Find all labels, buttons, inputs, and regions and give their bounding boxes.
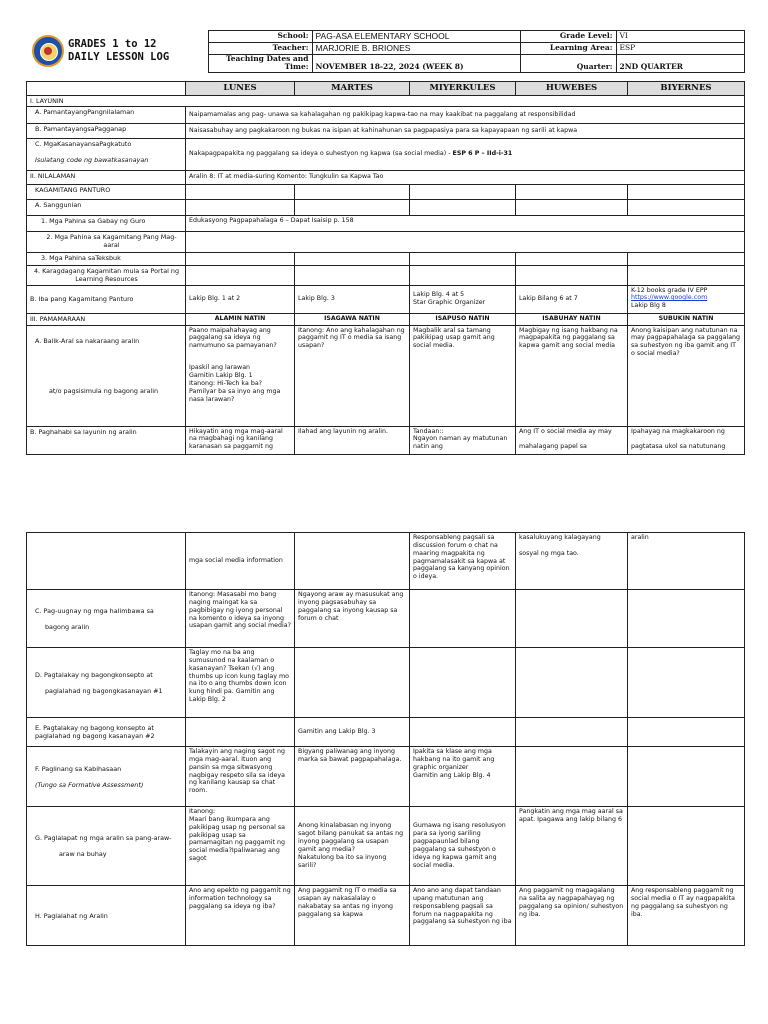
balik-aral-thu: Magbigay ng isang hakbang na magpapakita ng paggalang sa kapwa gamit ang social media (516, 325, 628, 426)
sub-head-isapuso: ISAPUSO NATIN (410, 313, 516, 325)
iba-pang-lakip8: Lakip Blg 8 (631, 302, 666, 310)
balik-aral-wed: Magbalik aral sa tamang pakikipag usap gamit ang social media. (410, 325, 516, 426)
deped-seal-icon (32, 35, 64, 67)
pagtalakay2-tue: Gamitin ang Lakip Blg. 3 (295, 718, 410, 747)
day-tuesday: MARTES (295, 82, 410, 96)
paghahabi-wed: Tandaan:: Ngayon naman ay matutunan natin ang (410, 426, 516, 454)
paglalapat-mon: Itanong: Maari bang ikumpara ang pakikipag usap ng personal sa pakikipag usap sa pamamagitan ng paggamit ng social media?Ipaliwanag ang sagot (186, 807, 295, 886)
nilalaman-text: Aralin 8: IT at media-suring Komento: Tungkulin sa Kapwa Tao (186, 170, 745, 184)
balik-aral-tue: Itanong: Ano ang kahalagahan ng paggamit ng IT o media sa isang usapan? (295, 325, 410, 426)
sub-head-alamin: ALAMIN NATIN (186, 313, 295, 325)
paglalahat-label: H. Paglalahat ng Aralin (27, 886, 186, 946)
section-layunin: I. LAYUNIN (27, 95, 745, 106)
balik-aral-extra: Ipaskil ang larawan Gamitin Lakip Blg. 1 Itanong: Hi-Tech ka ba? Pamilyar ba sa inyo ang mga nasa larawan? (189, 364, 281, 403)
kasanayan-cell (27, 138, 186, 170)
paglalapat-wed: Gumawa ng isang resolusyon para sa iyong sariling pagpapaunlad bilang paggalang sa suhestyon o ideya ng kapwa gamit ang social media. (410, 807, 516, 886)
kagamitan-label: KAGAMITANG PANTURO (27, 184, 186, 199)
kasanayan-sub: Isulatang code ng bawatkasanayan (35, 155, 149, 164)
teacher-value: MARJORIE B. BRIONES (312, 43, 520, 55)
kabihasaan-wed: Ipakita sa klase ang mga hakbang na ito gamit ang graphic organizer Gamitin ang Lakip Blg. 4 (410, 747, 516, 807)
day-monday: LUNES (186, 82, 295, 96)
pag-uugnay-label: C. Pag-uugnay ng mga halimbawa sa (35, 606, 154, 615)
title-block (26, 31, 208, 73)
day-friday: BIYERNES (628, 82, 745, 96)
sub-head-isagawa: ISAGAWA NATIN (295, 313, 410, 325)
dates-value: NOVEMBER 18-22, 2024 (WEEK 8) (312, 55, 520, 73)
gabay-text: Edukasyong Pagpapahalaga 6 – Dapat Isaisip p. 158 (186, 215, 745, 231)
title-line1: GRADES 1 to 12 (68, 38, 157, 51)
paglalapat-label: G. Paglalapat ng mga aralin sa pang-araw- (35, 834, 172, 842)
grade-value: VI (616, 31, 744, 43)
paglalapat-label2: araw na buhay (59, 850, 107, 858)
gabay-label: 1. Mga Pahina sa Gabay ng Guro (27, 215, 186, 231)
teksbuk-label: 3. Mga Pahina saTeksbuk (27, 252, 186, 265)
paghahabi-fri: Ipahayag na magkakaroon ng pagtatasa ukol sa natutunang (628, 426, 745, 454)
balik-aral-label: A. Balik-Aral sa nakaraang aralin (35, 336, 140, 345)
google-link[interactable]: https://www.google.com (631, 294, 708, 302)
dates-label: Teaching Dates and Time: (208, 55, 312, 73)
iba-pang-1: Lakip Blg. 1 at 2 (186, 285, 295, 313)
teacher-label: Teacher: (208, 43, 312, 55)
balik-aral-mon: Paano maipahahayag ang paggalang sa ideya ng namumuno sa pamayanan? (189, 326, 277, 350)
balik-aral-label2: at/o pagsisimula ng bagong aralin (49, 386, 159, 395)
paghahabi-tue: Ilahad ang layunin ng aralin. (295, 426, 410, 454)
paglalahat-thu: Ang paggamit ng magagalang na salita ay nagpapahayag ng paggalang sa opinion/ suhestyon ng iba. (516, 886, 628, 946)
kabihasaan-sub: (Tungo sa Formative Assessment) (35, 780, 144, 789)
school-value: PAG-ASA ELEMENTARY SCHOOL (312, 31, 520, 43)
pag-uugnay-mon: Itanong: Masasabi mo bang naging maingat ka sa pagbibigay ng iyong personal na komento o ideya sa inyong usapan gamit ang social media? (186, 590, 295, 648)
pamantayang-pagganap-text: Naisasabuhay ang pagkakaroon ng bukas na isipan at kahinahunan sa pagpapasiya para sa kapayapaan ng sarili at kapwa (186, 123, 745, 138)
kabihasaan-label: F. Paglinang sa Kabihasaan (35, 764, 122, 773)
pamantayang-nilalaman-text: Naipamamalas ang pag- unawa sa kahalagahan ng pakikipag kapwa-tao na may kaakibat na paggalang at responsibilidad (186, 106, 745, 123)
corner-cell (27, 82, 186, 96)
paglalapat-cell (27, 807, 186, 886)
paglalapat-thu: Pangkatin ang mga mag aaral sa apat. Ipagawa ang lakip bilang 6 (516, 807, 628, 886)
paglalahat-fri: Ang responsableng paggamit ng social media o IT ay nagpapakita ng paggalang sa suhestyon ng iba. (628, 886, 745, 946)
pagtalakay1-label: D. Pagtalakay ng bagongkonsepto at (35, 670, 153, 679)
sub-head-isabuhay: ISABUHAY NATIN (516, 313, 628, 325)
iba-pang-3: Lakip Blg. 4 at 5 Star Graphic Organizer (410, 285, 516, 313)
paglalahat-mon: Ano ang epekto ng paggamit ng information technology sa paggalang sa ideya ng iba? (186, 886, 295, 946)
sub-head-subukin: SUBUKIN NATIN (628, 313, 745, 325)
header-table (26, 30, 745, 73)
pamamaraan-label: III. PAMAMARAAN (27, 313, 186, 325)
area-label: Learning Area: (520, 43, 616, 55)
cont-wed: Responsableng pagsali sa discussion forum o chat na maaring magpakita ng pagmamalasakit sa kapwa at paggalang sa kanyang opinion o ideya. (410, 533, 516, 590)
kasanayan-text-cell (186, 138, 745, 170)
pamantayang-pagganap-label: B. PamantayangsaPagganap (27, 123, 186, 138)
cont-thu: kasalukuyang kalagayang sosyal ng mga tao. (516, 533, 628, 590)
paghahabi-thu: Ang IT o social media ay may mahalagang papel sa (516, 426, 628, 454)
paglalahat-wed: Ano ano ang dapat tandaan upang matutunan ang responsableng pagsali sa forum na nagpapakita ng paggalang sa suhestyon ng iba (410, 886, 516, 946)
kabihasaan-mon: Talakayin ang naging sagot ng mga mag-aaral. Ituon ang pansin sa mga sitwasyong nagbigay respeto sila sa ideya ng kanilang kausap sa chat room. (186, 747, 295, 807)
kasanayan-label: C. MgaKasanayansaPagkatuto (35, 139, 132, 148)
area-value: ESP (616, 43, 744, 55)
paghahabi-mon: Hikayatin ang mga mag-aaral na magbahagi ng kanilang karanasan sa paggamit ng (186, 426, 295, 454)
quarter-value: 2ND QUARTER (616, 55, 744, 73)
iba-pang-4: Lakip Bilang 6 at 7 (516, 285, 628, 313)
pagtalakay1-cell (27, 648, 186, 718)
grade-label: Grade Level: (520, 31, 616, 43)
kagamitang-mag-aaral-label: 2. Mga Pahina sa Kagamitang Pang Mag-aaral (27, 231, 186, 252)
balik-aral-fri: Anong kaisipan ang natutunan na may pagpapahalaga sa paggalang sa suhestyon ng iba gamit ang IT o social media? (628, 325, 745, 426)
pag-uugnay-tue: Ngayong araw ay masusukat ang inyong pagsasabuhay sa paggalang sa inyong kausap sa forum o chat (295, 590, 410, 648)
lesson-log-table (26, 81, 745, 455)
kabihasaan-tue: Bigyang paliwanag ang inyong marka sa bawat pagpapahalaga. (295, 747, 410, 807)
sanggunian-label: A. Sanggunian (27, 199, 186, 215)
balik-aral-mon-cell (186, 325, 295, 426)
quarter-label: Quarter: (520, 55, 616, 73)
cont-tue (295, 533, 410, 590)
iba-pang-5: K-12 books grade IV EPP (631, 286, 708, 294)
paghahabi-label: B. Paghahabi sa layunin ng aralin (27, 426, 186, 454)
iba-pang-label: B. Iba pang Kagamitang Panturo (27, 285, 186, 313)
day-thursday: HUWEBES (516, 82, 628, 96)
school-label: School: (208, 31, 312, 43)
pagtalakay1-label2: paglalahad ng bagongkasanayan #1 (45, 686, 163, 695)
paglalapat-tue: Anong kinalabasan ng inyong sagot bilang panukat sa antas ng inyong paggalang sa usapan gamit ang media? Nakatulong ba ito sa inyong sarili? (295, 807, 410, 886)
balik-aral-cell (27, 325, 186, 426)
lesson-log-table-continued (26, 532, 745, 946)
kabihasaan-cell (27, 747, 186, 807)
pag-uugnay-cell (27, 590, 186, 648)
cont-mon: mga social media information (186, 533, 295, 590)
kasanayan-code: ESP 6 P – IId-i-31 (452, 150, 513, 158)
day-wednesday: MIYERKULES (410, 82, 516, 96)
pagtalakay1-mon: Taglay mo na ba ang sumusunod na kaalaman o kasanayan? Tsekan (√) ang thumbs up icon kung taglay mo na ito o ang thumbs down icon kung hindi pa. Gamitin ang Lakip Blg. 2 (186, 648, 295, 718)
nilalaman-label: II. NILALAMAN (27, 170, 186, 184)
iba-pang-2: Lakip Blg. 3 (295, 285, 410, 313)
pag-uugnay-label2: bagong aralin (45, 622, 90, 631)
lr-portal-label: 4. Karagdagang Kagamitan mula sa Portal ng Learning Resources (27, 265, 186, 285)
title-line2: DAILY LESSON LOG (68, 51, 170, 64)
pagtalakay2-label: E. Pagtalakay ng bagong konsepto at paglalahad ng bagong kasanayan #2 (27, 718, 186, 747)
pamantayang-nilalaman-label: A. PamantayangPangnilalaman (27, 106, 186, 123)
paglalahat-tue: Ang paggamit ng IT o media sa usapan ay nakasalalay o nakabatay sa antas ng inyong paggalang sa kapwa (295, 886, 410, 946)
kasanayan-text: Nakapagpapakita ng paggalang sa ideya o suhestyon ng kapwa (sa social media) - (189, 150, 451, 158)
iba-pang-5-cell (628, 285, 745, 313)
cont-fri: aralin (628, 533, 745, 590)
